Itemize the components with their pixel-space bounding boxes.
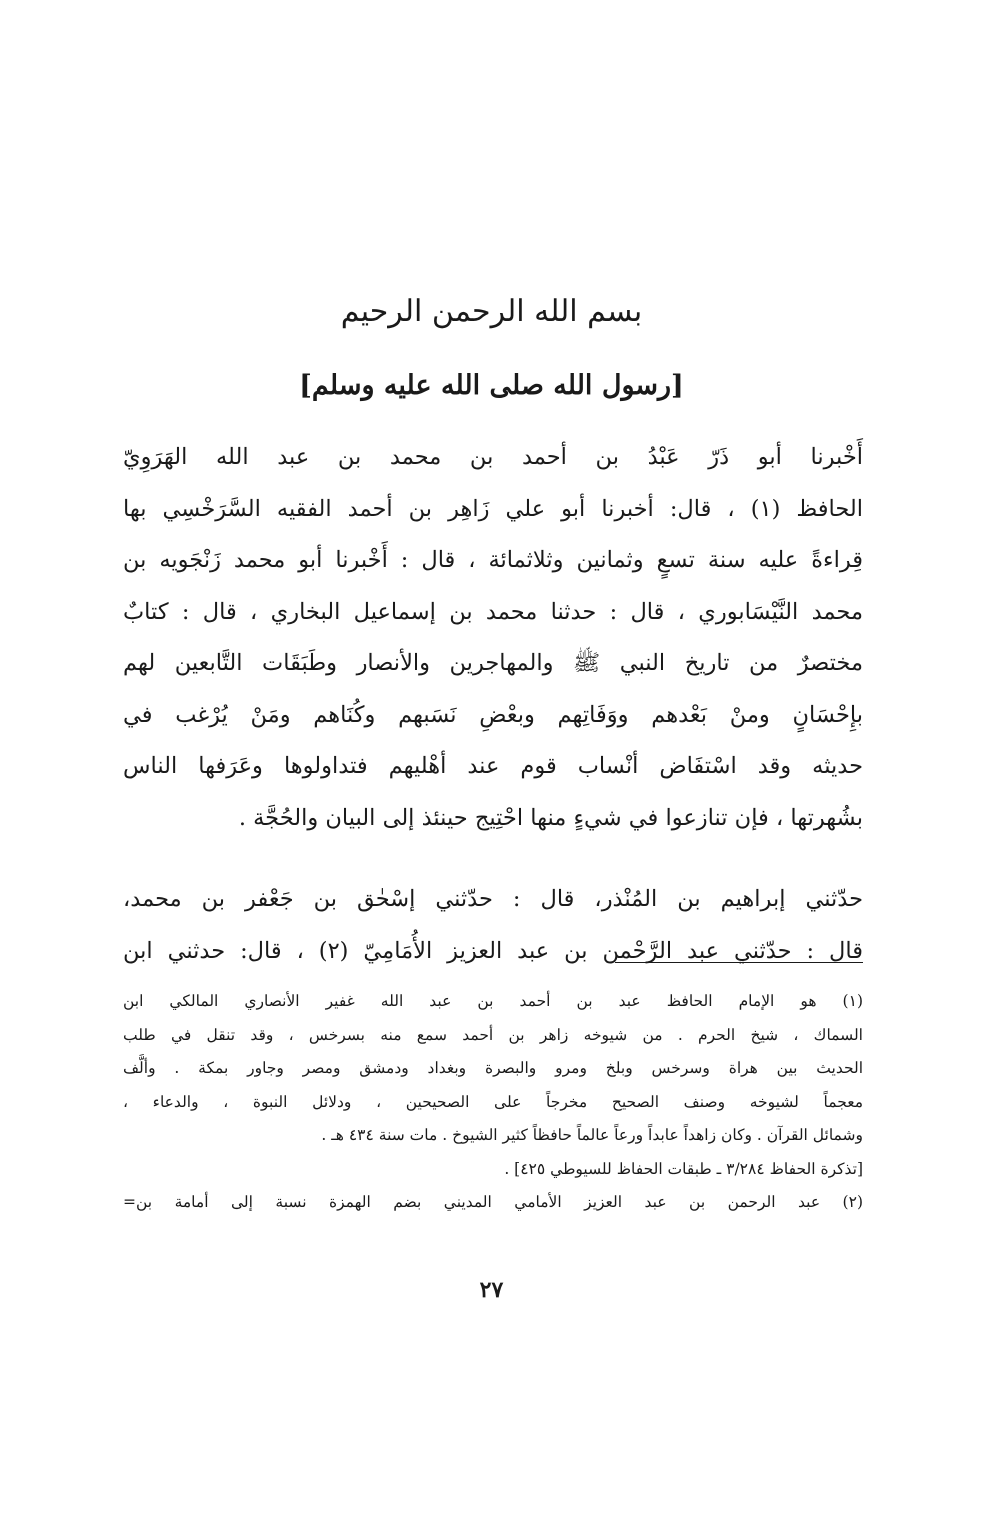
paragraph-1	[123, 432, 863, 844]
page-number: ٢٧	[479, 1277, 504, 1303]
section-title: [رسول الله صلى الله عليه وسلم]	[299, 370, 684, 401]
text-line: بإِحْسَانٍ ومنْ بَعْدهم ووَفَاتِهم وبعْضِ نَسَبهم وكُنَاهم ومَنْ يُرْغب في	[123, 701, 863, 728]
text-line: قال : حدّثني عبد الرَّحْمن بن عبد العزيز الأُمَامِيّ (٢) ، قال: حدثني ابن	[123, 937, 863, 964]
text-line: مختصرٌ من تاريخ النبي ﷺ والمهاجرين والأنصار وطَبَقَات التَّابعين لهم	[123, 650, 863, 676]
footnote-source: [تذكرة الحفاظ ٣/٢٨٤ ـ طبقات الحفاظ للسيوطي ٤٢٥] .	[504, 1159, 863, 1178]
footnotes	[123, 985, 863, 1220]
text-line: حديثه وقد اسْتفَاض أنْساب قوم عند أهْليهم فتداولوها وعَرَفها الناس	[123, 753, 863, 779]
basmala-heading: بسم الله الرحمن الرحيم	[340, 294, 643, 329]
footnote-line: (٢) عبد الرحمن بن عبد العزيز الأمامي المديني بضم الهمزة نسبة إلى أمامة بن=	[123, 1193, 863, 1211]
text-line: قِراءةً عليه سنة تسعٍ وثمانين وثلاثمائة ، قال : أَخْبرنا أبو محمد زَنْجَويه بن	[123, 547, 863, 573]
footnote-line: (١) هو الإمام الحافظ عبد بن أحمد بن عبد الله غفير الأنصاري المالكي ابن	[123, 992, 863, 1010]
footnote-1	[123, 985, 863, 1186]
footnote-2	[123, 1186, 863, 1220]
text-line: حدّثني إبراهيم بن المُنْذر، قال : حدّثني إسْحٰق بن جَعْفر بن محمد،	[123, 886, 863, 912]
main-text	[123, 432, 863, 977]
footnote-line: السماك ، شيخ الحرم . من شيوخه زاهر بن أحمد سمع منه بسرخس ، وقد تنقل في طلب	[123, 1025, 863, 1044]
footnote-line: معجماً لشيوخه وصنف الصحيح مخرجاً على الصحيحين ، ودلائل النبوة ، والدعاء ،	[123, 1092, 863, 1111]
text-line: الحافظ (١) ، قال: أخبرنا أبو علي زَاهِر بن أحمد الفقيه السَّرَخْسِي بها	[123, 495, 864, 522]
footnote-divider	[615, 962, 863, 963]
paragraph-gap	[123, 844, 863, 874]
text-line: أَخْبرنا أبو ذَرّ عَبْدُ بن أحمد بن محمد بن عبد الله الهَرَوِيّ	[123, 444, 863, 470]
text-line: بشُهرتها ، فإن تنازعوا في شيءٍ منها احْتِيج حينئذ إلى البيان والحُجَّة .	[238, 804, 863, 831]
footnote-line: الحديث بين هراة وسرخس وبلخ ومرو والبصرة وبغداد ودمشق ومصر وجاور بمكة . وألَّف	[123, 1059, 863, 1077]
footnote-line: وشمائل القرآن . وكان زاهداً عابداً ورعاً عالماً حافظاً كثير الشيوخ . مات سنة ٤٣٤ هـ .	[321, 1126, 863, 1144]
text-line: محمد النَّيْسَابوري ، قال : حدثنا محمد بن إسماعيل البخاري ، قال : كتابٌ	[123, 598, 863, 625]
